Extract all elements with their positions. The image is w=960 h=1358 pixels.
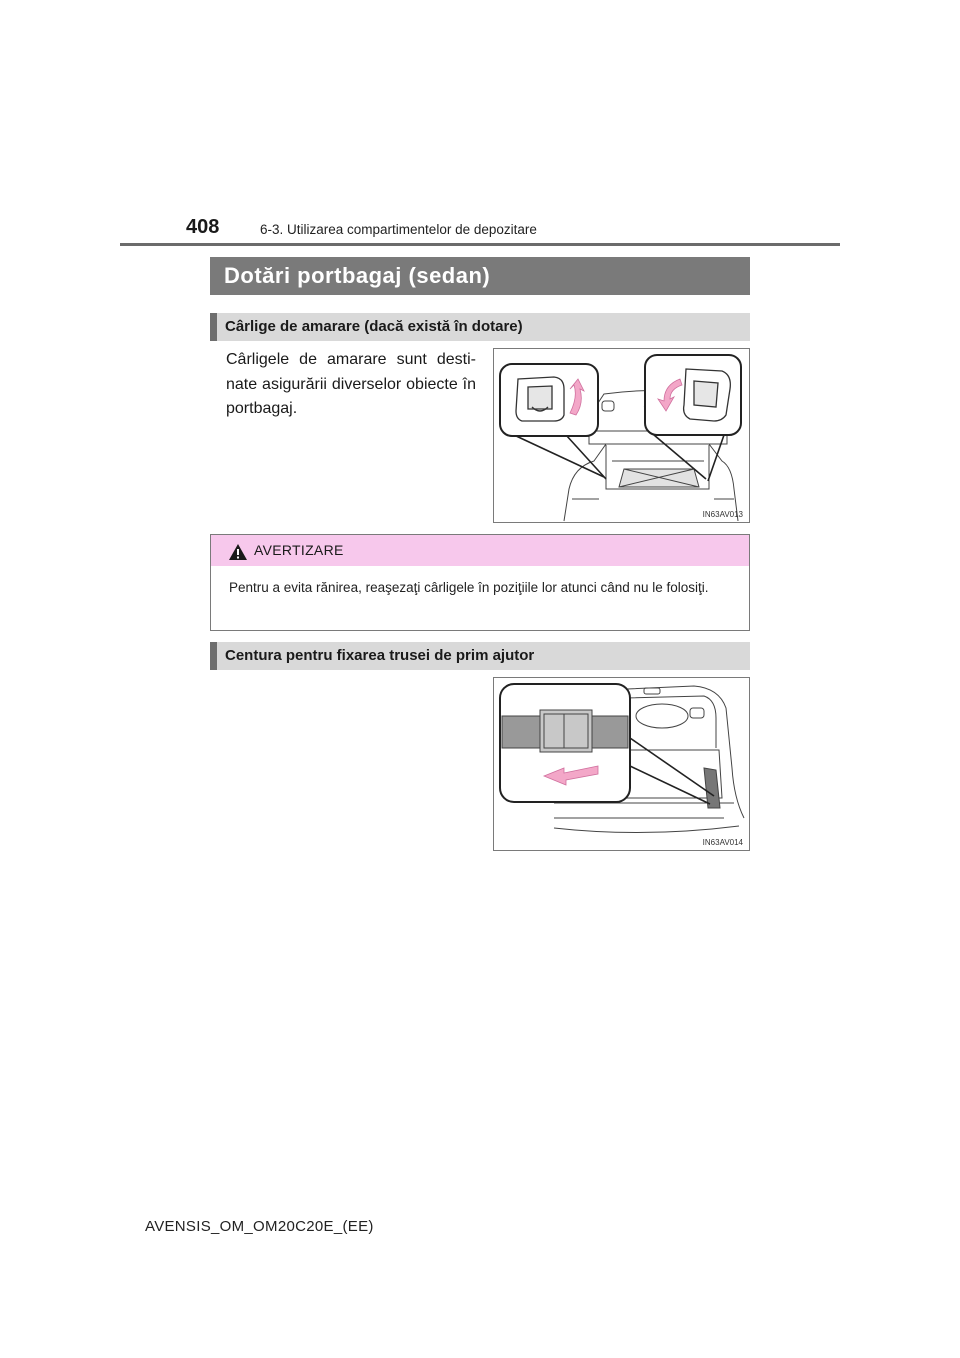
document-id: AVENSIS_OM_OM20C20E_(EE) <box>145 1218 374 1235</box>
tie-down-hooks-description: Cârligele de amarare sunt desti-nate asigurării diverselor obiecte în portbagaj. <box>226 351 476 417</box>
warning-text: Pentru a evita rănirea, reaşezaţi cârligele în poziţiile lor atunci când nu le folosiţi. <box>229 580 709 595</box>
chapter-title: 6-3. Utilizarea compartimentelor de depozitare <box>260 222 537 237</box>
section-title: Dotări portbagaj (sedan) <box>210 257 750 295</box>
header-rule <box>120 243 840 246</box>
warning-header <box>211 535 749 566</box>
first-aid-belt-illustration <box>493 677 750 851</box>
subsection-title-tie-down-hooks: Cârlige de amarare (dacă există în dotare) <box>210 313 750 341</box>
subsection-title-first-aid-belt: Centura pentru fixarea trusei de prim ajutor <box>210 642 750 670</box>
trunk-hooks-drawing <box>494 349 750 523</box>
warning-triangle-icon <box>228 541 248 572</box>
figure-code: IN63AV013 <box>702 510 743 519</box>
trunk-belt-drawing <box>494 678 750 851</box>
page-number: 408 <box>186 216 220 238</box>
warning-box <box>210 534 750 631</box>
warning-label: AVERTIZARE <box>254 542 344 558</box>
figure-code: IN63AV014 <box>702 838 743 847</box>
tie-down-hooks-illustration <box>493 348 750 523</box>
